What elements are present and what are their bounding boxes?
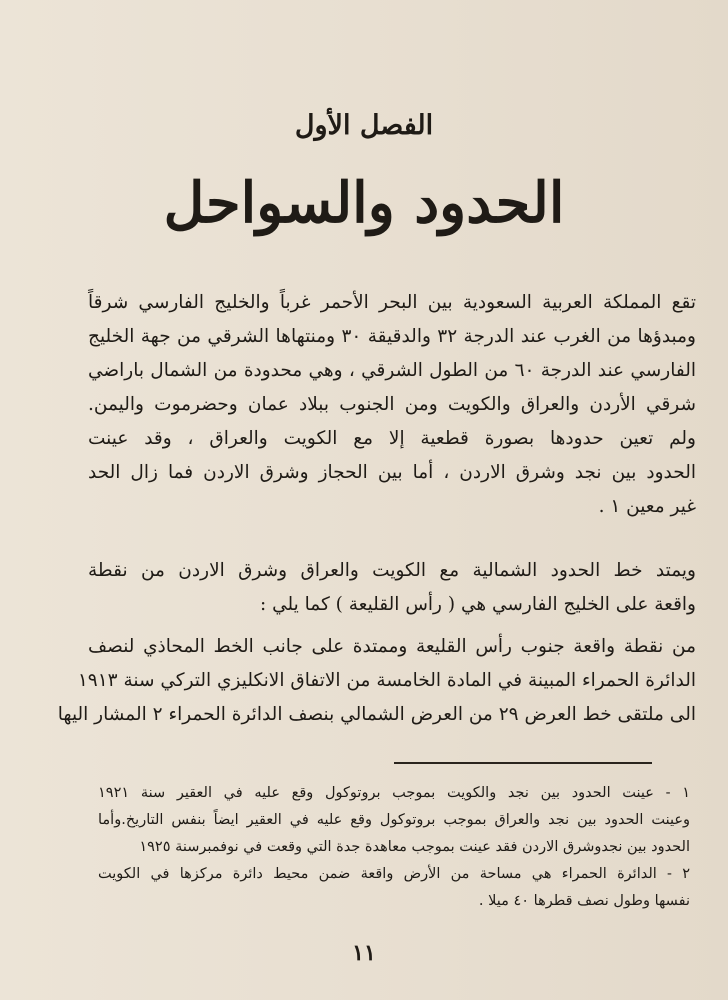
paragraph-northern-border (88, 554, 696, 622)
text-line: ويمتد خط الحدود الشمالية مع الكويت والعراق وشرق الاردن من نقطة (88, 560, 696, 581)
text-line: شرقي الأردن والعراق والكويت ومن الجنوب ببلاد عمان وحضرموت واليمن. (88, 394, 696, 415)
chapter-label: الفصل الأول (294, 110, 434, 141)
footnote-line: ١ - عينت الحدود بين نجد والكويت بموجب بروتوكول وقع عليه في العقير سنة ١٩٢١ (98, 785, 690, 801)
page-number: ١١ (352, 940, 376, 966)
paragraph-border-description (57, 630, 696, 732)
footnote-divider (394, 762, 652, 764)
text-line: غير معين ١ . (598, 496, 696, 517)
chapter-title: الحدود والسواحل (163, 170, 565, 236)
text-line: الحدود بين نجد وشرق الاردن ، أما بين الحجاز وشرق الاردن فما زال الحد (88, 462, 696, 483)
paragraph-borders (88, 286, 696, 524)
text-line: الدائرة الحمراء المبينة في المادة الخامسة من الاتفاق الانكليزي التركي سنة ١٩١٣ (77, 670, 696, 691)
footnote-line: ٢ - الدائرة الحمراء هي مساحة من الأرض واقعة ضمن محيط دائرة مركزها في الكويت (98, 866, 690, 882)
text-line: الى ملتقى خط العرض ٢٩ من العرض الشمالي بنصف الدائرة الحمراء ٢ المشار اليها (57, 704, 696, 725)
footnote-line: نفسها وطول نصف قطرها ٤٠ ميلا . (478, 893, 690, 909)
footnote-line: وعينت الحدود بين نجد والعراق بموجب بروتوكول وقع عليه في العقير ايضاً بنفس التاريخ.وأما (98, 812, 690, 828)
text-line: واقعة على الخليج الفارسي هي ( رأس القليعة ) كما يلي : (259, 594, 696, 615)
text-line: الفارسي عند الدرجة ٦٠ من الطول الشرقي ، وهي محدودة من الشمال باراضي (88, 360, 696, 381)
text-line: تقع المملكة العربية السعودية بين البحر الأحمر غرباً والخليج الفارسي شرقاً (88, 292, 696, 313)
footnote-line: الحدود بين نجدوشرق الاردن فقد عينت بموجب معاهدة جدة التي وقعت في نوفمبرسنة ١٩٢٥ (139, 839, 690, 855)
text-line: من نقطة واقعة جنوب رأس القليعة وممتدة على جانب الخط المحاذي لنصف (88, 636, 696, 657)
text-line: ولم تعين حدودها بصورة قطعية إلا مع الكويت والعراق ، وقد عينت (88, 428, 696, 449)
text-line: ومبدؤها من الغرب عند الدرجة ٣٢ والدقيقة ٣٠ ومنتهاها الشرقي من جهة الخليج (88, 326, 696, 347)
footnotes (98, 780, 690, 915)
